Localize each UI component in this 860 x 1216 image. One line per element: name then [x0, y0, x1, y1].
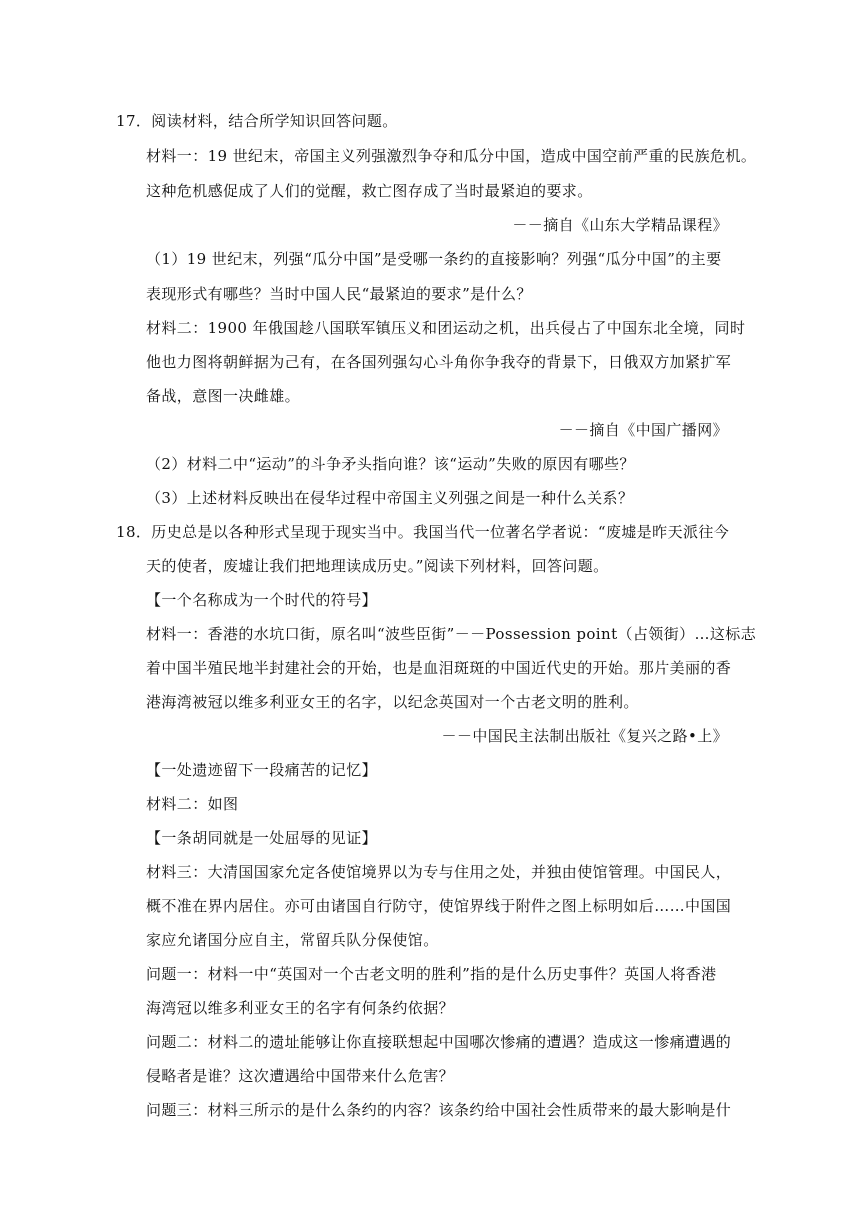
q17-material2-source: －－摘自《中国广播网》	[558, 421, 728, 439]
q18-material1-line1: 材料一：香港的水坑口街，原名叫“波些臣街”－－Possession point（占领街）…这标志	[146, 625, 757, 643]
q17-material1-line1: 材料一：19 世纪末，帝国主义列强激烈争夺和瓜分中国，造成中国空前严重的民族危机。	[146, 147, 757, 165]
q18-material3-line1: 材料三：大清国国家允定各使馆境界以为专与住用之处，并独由使馆管理。中国民人，	[146, 863, 732, 881]
q17-question3: （3）上述材料反映出在侵华过程中帝国主义列强之间是一种什么关系？	[146, 489, 634, 507]
q18-material3-line2: 概不准在界内居住。亦可由诸国自行防守，使馆界线于附件之图上标明如后……中国国	[146, 897, 732, 915]
q18-stem-line1	[116, 522, 729, 542]
q17-question1-line2: 表现形式有哪些？当时中国人民“最紧迫的要求”是什么？	[146, 285, 532, 303]
q17-question2: （2）材料二中“运动”的斗争矛头指向谁？该“运动”失败的原因有哪些？	[146, 455, 635, 473]
q17-material1-source: －－摘自《山东大学精品课程》	[512, 216, 728, 234]
q18-material3-line3: 家应允诸国分应自主，常留兵队分保使馆。	[146, 931, 439, 949]
q18-heading1: 【一个名称成为一个时代的符号】	[146, 591, 378, 609]
q17-question1-line1: （1）19 世纪末，列强“瓜分中国”是受哪一条约的直接影响？列强“瓜分中国”的主要	[146, 250, 722, 268]
q17-material2-line2: 他也力图将朝鲜据为己有，在各国列强勾心斗角你争我夺的背景下，日俄双方加紧扩军	[146, 353, 732, 371]
q17-material2-line3: 备战，意图一决雌雄。	[146, 387, 301, 405]
q17-stem-line	[116, 111, 398, 131]
q18-problem2-line1: 问题二：材料二的遗址能够让你直接联想起中国哪次惨痛的遭遇？造成这一惨痛遭遇的	[146, 1033, 732, 1051]
q18-heading3: 【一条胡同就是一处屈辱的见证】	[146, 829, 378, 847]
q18-material1-line3: 港海湾被冠以维多利亚女王的名字，以纪念英国对一个古老文明的胜利。	[146, 693, 639, 711]
q18-problem1-line1: 问题一：材料一中“英国对一个古老文明的胜利”指的是什么历史事件？英国人将香港	[146, 965, 717, 983]
q18-stem-line2: 天的使者，废墟让我们把地理读成历史。”阅读下列材料，回答问题。	[146, 557, 609, 575]
q17-material2-line1: 材料二：1900 年俄国趁八国联军镇压义和团运动之机，出兵侵占了中国东北全境，同时	[146, 319, 746, 337]
q17-material1-line2: 这种危机感促成了人们的觉醒，救亡图存成了当时最紧迫的要求。	[146, 182, 593, 200]
q18-problem3-line1: 问题三：材料三所示的是什么条约的内容？该条约给中国社会性质带来的最大影响是什	[146, 1101, 732, 1119]
q17-number: 17．	[116, 112, 152, 130]
q18-problem1-line2: 海湾冠以维多利亚女王的名字有何条约依据？	[146, 999, 455, 1017]
q17-stem: 阅读材料，结合所学知识回答问题。	[151, 112, 398, 130]
q18-material2: 材料二：如图	[146, 795, 239, 813]
q18-material1-source: －－中国民主法制出版社《复兴之路•上》	[441, 727, 728, 745]
q18-problem2-line2: 侵略者是谁？这次遭遇给中国带来什么危害？	[146, 1067, 455, 1085]
q18-material1-line2: 着中国半殖民地半封建社会的开始，也是血泪斑斑的中国近代史的开始。那片美丽的香	[146, 659, 732, 677]
q18-heading2: 【一处遗迹留下一段痛苦的记忆】	[146, 761, 378, 779]
q18-stem-text1: 历史总是以各种形式呈现于现实当中。我国当代一位著名学者说：“废墟是昨天派往今	[151, 523, 730, 541]
q18-number: 18．	[116, 523, 152, 541]
